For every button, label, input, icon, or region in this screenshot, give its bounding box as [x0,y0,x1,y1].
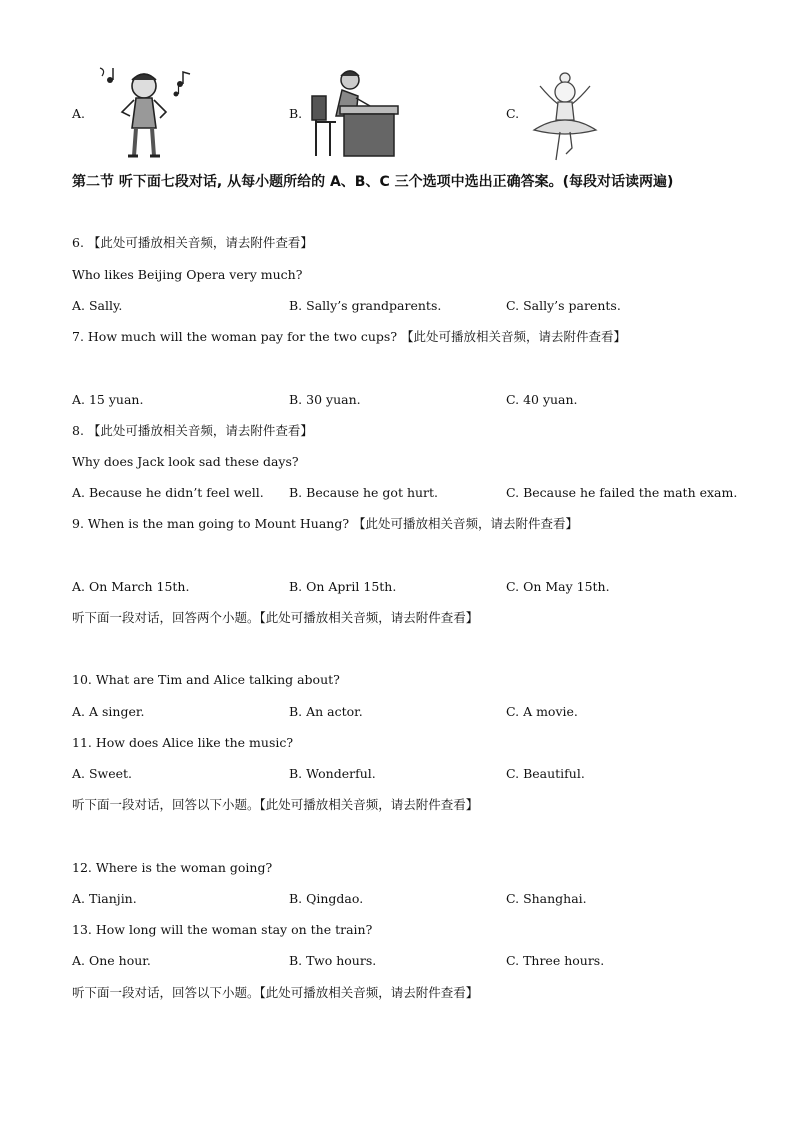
question-13-option-c: C. Three hours. [506,953,605,968]
question-9-option-a: A. On March 15th. [72,579,190,594]
question-10-text: 10. What are Tim and Alice talking about? [72,672,340,687]
dialog-c-intro [72,985,478,1001]
section-title: 第二节 听下面七段对话, 从每小题所给的 A、B、C 三个选项中选出正确答案。(每段对话读两遍) [72,174,674,190]
question-8-text: Why does Jack look sad these days? [72,454,299,469]
picture-option-c-label: C. [506,106,520,121]
question-13-option-a: A. One hour. [72,953,151,968]
question-6-text: Who likes Beijing Opera very much? [72,267,303,282]
question-6-option-b: B. Sally’s grandparents. [289,298,442,313]
question-12-option-a: A. Tianjin. [72,891,137,906]
question-9-audio-note: 【此处可播放相关音频，请去附件查看】 [353,516,579,531]
dialog-b-audio-note: 【此处可播放相关音频，请去附件查看】 [259,797,479,812]
question-7-text: 7. How much will the woman pay for the two cups? [72,329,398,344]
dialog-a-intro-text: 听下面一段对话，回答两个小题。 [72,610,260,625]
writing-boy-picture [310,66,402,158]
question-7-audio-note: 【此处可播放相关音频，请去附件查看】 [401,329,627,344]
question-10-option-a: A. A singer. [72,704,145,719]
question-8-number: 8. [72,423,84,438]
question-11-option-c: C. Beautiful. [506,766,585,781]
question-8-header [72,423,313,439]
dialog-a-audio-note: 【此处可播放相关音频，请去附件查看】 [259,610,479,625]
question-8-audio-note: 【此处可播放相关音频，请去附件查看】 [87,423,313,438]
question-9-option-c: C. On May 15th. [506,579,610,594]
picture-option-a-label: A. [72,106,86,121]
question-7-option-b: B. 30 yuan. [289,392,361,407]
question-9-option-b: B. On April 15th. [289,579,397,594]
dialog-a-intro [72,610,478,626]
question-10-option-c: C. A movie. [506,704,578,719]
question-12-option-b: B. Qingdao. [289,891,364,906]
question-8-option-c: C. Because he failed the math exam. [506,485,738,500]
question-6-option-a: A. Sally. [72,298,123,313]
question-13-text: 13. How long will the woman stay on the train? [72,922,373,937]
question-11-option-b: B. Wonderful. [289,766,376,781]
picture-option-b-label: B. [289,106,303,121]
question-6-option-c: C. Sally’s parents. [506,298,621,313]
ballet-dancer-picture [522,68,608,162]
dialog-b-intro [72,797,478,813]
question-13-option-b: B. Two hours. [289,953,377,968]
question-11-text: 11. How does Alice like the music? [72,735,294,750]
question-6-number: 6. [72,235,84,250]
dialog-c-audio-note: 【此处可播放相关音频，请去附件查看】 [259,985,479,1000]
question-8-option-a: A. Because he didn’t feel well. [72,485,264,500]
question-7-header [72,329,626,345]
question-6-header [72,235,313,251]
question-8-option-b: B. Because he got hurt. [289,485,439,500]
question-7-option-a: A. 15 yuan. [72,392,144,407]
question-6-audio-note: 【此处可播放相关音频，请去附件查看】 [87,235,313,250]
singing-boy-picture [96,66,196,162]
dialog-c-intro-text: 听下面一段对话，回答以下小题。 [72,985,260,1000]
question-9-header [72,516,578,532]
question-9-text: 9. When is the man going to Mount Huang? [72,516,350,531]
question-7-option-c: C. 40 yuan. [506,392,578,407]
dialog-b-intro-text: 听下面一段对话，回答以下小题。 [72,797,260,812]
question-11-option-a: A. Sweet. [72,766,133,781]
question-12-option-c: C. Shanghai. [506,891,587,906]
question-12-text: 12. Where is the woman going? [72,860,273,875]
question-10-option-b: B. An actor. [289,704,363,719]
